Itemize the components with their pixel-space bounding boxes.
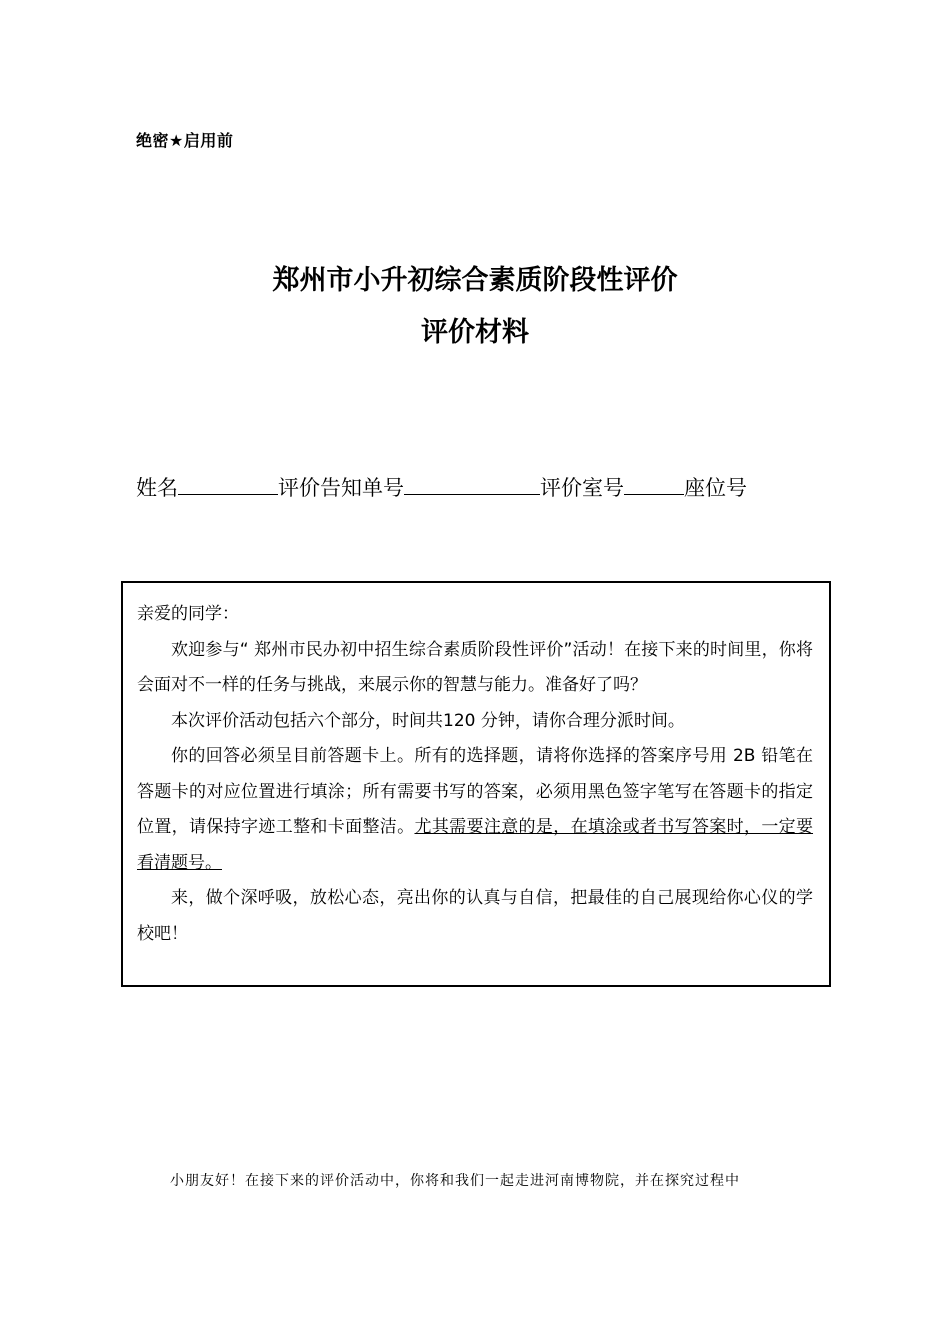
document-title: 郑州市小升初综合素质阶段性评价 [272,265,678,296]
notice-number-label: 评价告知单号 [278,476,404,500]
room-number-blank [624,472,684,495]
name-blank [178,472,278,495]
footer-text: 小朋友好！在接下来的评价活动中，你将和我们一起走进河南博物院，并在探究过程中 [170,1173,740,1189]
confidential-label: 绝密★启用前 [136,131,234,150]
document-subtitle: 评价材料 [421,317,529,348]
letter-paragraph-encouragement: 来，做个深呼吸，放松心态，亮出你的认真与自信，把最佳的自己展现给你心仪的学校吧！ [137,888,813,944]
letter-paragraph-welcome: 欢迎参与“ 郑州市民办初中招生综合素质阶段性评价”活动！在接下来的时间里，你将会面对不一样的任务与挑战，来展示你的智慧与能力。准备好了吗？ [137,639,813,695]
room-number-label: 评价室号 [540,476,624,500]
letter-paragraph-answer-rules [137,739,813,881]
letter-greeting: 亲爱的同学： [137,604,239,624]
letter-paragraph-duration: 本次评价活动包括六个部分，时间共120 分钟，请你合理分派时间。 [171,710,685,731]
seat-number-label: 座位号 [684,476,747,500]
notice-number-blank [404,472,540,495]
answer-rules-text: 你的回答必须呈目前答题卡上。所有的选择题，请将你选择的答案序号用 2B 铅笔在答题卡的对应位置进行填涂；所有需要书写的答案，必须用黑色签字笔写在答题卡的指定位置，请保持字迹工整和卡面整洁。 [137,746,813,837]
name-label: 姓名 [136,476,178,500]
underlined-warning: 尤其需要注意的是，在填涂或者书写答案时，一定要看清题号。 [137,817,814,873]
instructions-box [121,581,831,987]
candidate-info-row [136,472,747,502]
